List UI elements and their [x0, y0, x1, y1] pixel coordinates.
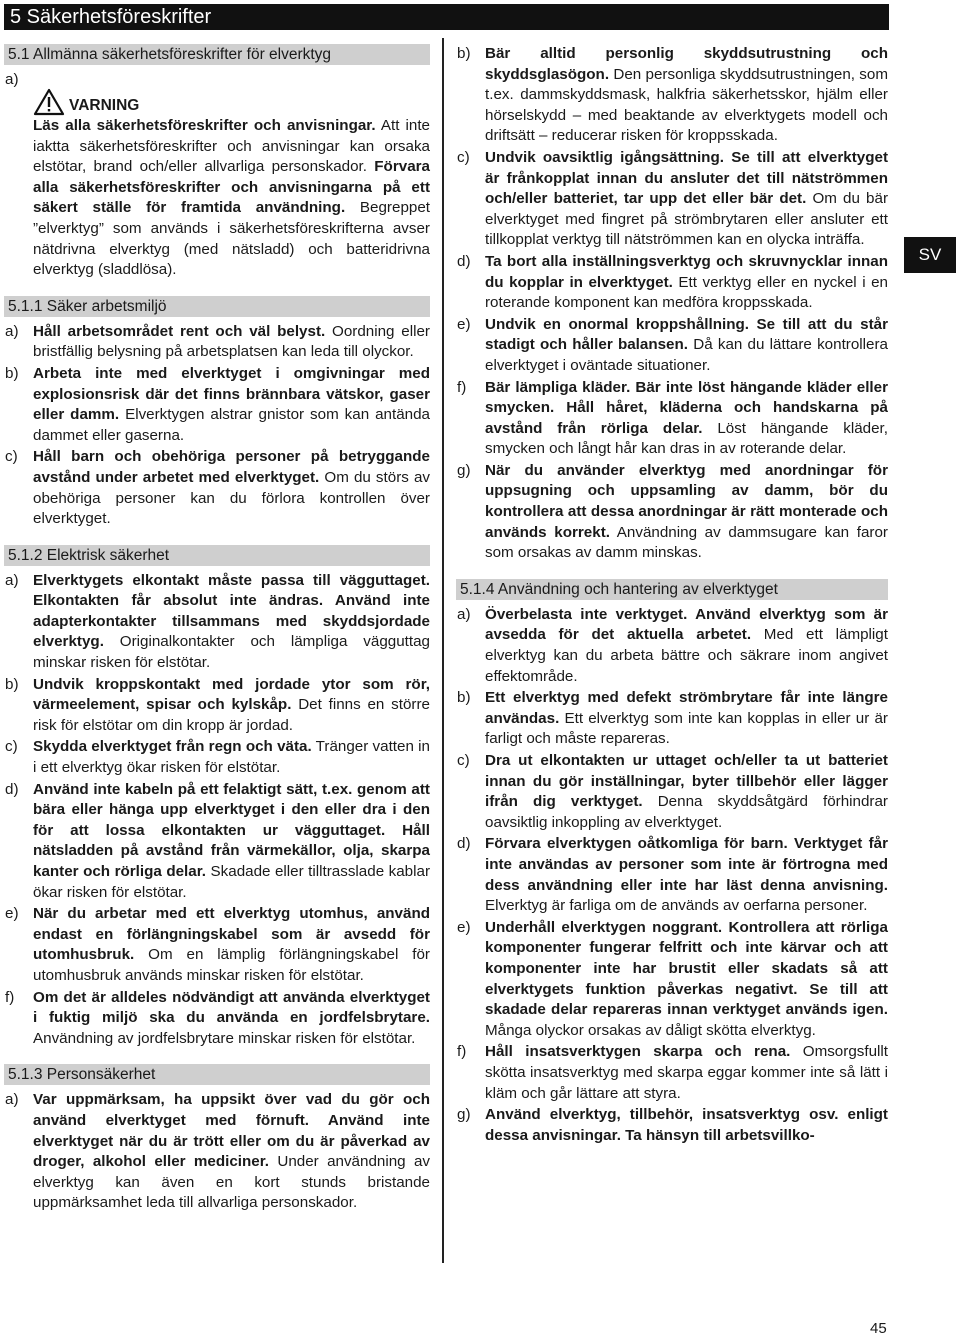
language-tab: SV [904, 237, 956, 273]
item-label: d) [457, 252, 471, 270]
item-normal-text: Då kan du lättare kontrollera elverktyget i oväntade situationer. [485, 336, 888, 374]
section-title-5-1-4: 5.1.4 Användning och hantering av elverktyget [456, 579, 888, 600]
list-item [456, 378, 888, 460]
item-normal-text: Löst hängande kläder, smycken och långt hår kan dras in av roterande delar. [485, 419, 888, 458]
item-label: f) [457, 378, 467, 396]
item-normal-text: Under användning av elverktyg kan även en kort stunds bristande uppmärksamhet leda till allvarliga personskador. [33, 1153, 430, 1212]
page-number: 45 [870, 1320, 887, 1337]
item-normal-text: Användning av dammsugare kan faror som orsakas av damm minskas. [485, 523, 888, 562]
item-text [33, 364, 430, 446]
list-item [4, 675, 430, 737]
item-text [485, 751, 888, 833]
warning-text-1: Att inte iaktta säkerhetsföreskrifter och anvisningar kan orsaka elstötar, brand och/eller allvarliga personskador. [33, 117, 430, 176]
list-5-1-3 [4, 1090, 430, 1214]
item-text [485, 461, 888, 564]
item-bold-text: Håll barn och obehöriga personer på betryggande avstånd under arbetet med elverktyget. [33, 448, 430, 486]
warning-bold-1: Läs alla säkerhetsföreskrifter och anvisningar. [33, 117, 376, 134]
warning-triangle-icon [33, 88, 65, 116]
list-item [4, 322, 430, 363]
item-label: e) [457, 315, 471, 333]
item-label: b) [457, 45, 471, 62]
item-label: c) [457, 752, 470, 769]
item-text [485, 148, 888, 251]
item-text [485, 605, 888, 687]
list-5-1-3-continued [456, 44, 888, 564]
item-label: e) [457, 918, 471, 936]
item-normal-text: Ett elverktyg som inte kan kopplas in eller ur är farligt och måste repareras. [485, 709, 888, 748]
item-bold-text: Undvik en onormal kroppshållning. Se till att du står stadigt och håller balansen. [485, 315, 888, 354]
warning-bold-2: Förvara alla säkerhetsföreskrifter och anvisningarna på ett säkert ställe för framtida användning. [33, 158, 430, 217]
warning-text-2: Begreppet ”elverktyg” som används i säkerhetsföreskrifterna avser nätdrivna elverktyg (med nätsladd) och batteridrivna elverktyg (sladdlösa). [33, 199, 430, 279]
item-bold-text: Ett elverktyg med defekt strömbrytare får inte längre användas. [485, 689, 888, 727]
item-bold-text: Använd elverktyg, tillbehör, insatsverktyg osv. enligt dessa anvisningar. Ta hänsyn till arbetsvillko- [485, 1106, 888, 1144]
item-label: c) [5, 738, 18, 756]
item-text [33, 737, 430, 778]
item-normal-text: Originalkontakter och lämpliga vägguttag minskar risken för elstötar. [33, 633, 430, 672]
item-text [33, 571, 430, 674]
item-text [33, 780, 430, 904]
item-normal-text: Tränger vatten in i ett elverktyg ökar risken för elstötar. [33, 738, 430, 777]
item-bold-text: Undvik kroppskontakt med jordade ytor som rör, värmeelement, spisar och kylskåp. [33, 675, 430, 714]
list-5-1-4 [456, 605, 888, 1146]
list-item [4, 1090, 430, 1214]
list-item [456, 1105, 888, 1146]
item-normal-text: Oordning eller bristfällig belysning på arbetsplatsen kan leda till olyckor. [33, 322, 430, 361]
list-item [456, 918, 888, 1042]
left-column [4, 44, 430, 1215]
item-normal-text: Skadade eller tilltrasslade kablar ökar risken för elstötar. [33, 863, 431, 901]
item-bold-text: Bär alltid personlig skyddsutrustning och skyddsglasögon. [485, 45, 888, 83]
item-normal-text: Med ett lämpligt elverktyg kan du arbeta bättre och säkrare inom angivet effektområde. [485, 626, 888, 685]
right-column [456, 44, 888, 1147]
item-bold-text: När du arbetar med ett elverktyg utomhus, använd endast en förlängningskabel som är avsedd för utomhusbruk. [33, 905, 430, 964]
item-label: b) [5, 364, 19, 382]
item-normal-text: Om en lämplig förlängningskabel för utomhusbruk används minskar risken för elstötar. [33, 946, 430, 984]
list-item [4, 737, 430, 778]
item-label: f) [457, 1043, 467, 1061]
item-text [485, 252, 888, 314]
item-label: c) [5, 448, 18, 466]
item-text [33, 675, 430, 737]
item-bold-text: Använd inte kabeln på ett felaktigt sätt, t.ex. genom att bära eller hänga upp elverktyget i den eller dra i den för att lossa elkontakten ur vägguttaget. Håll nätsladden på avstånd från värmekällor, olja, skarpa kanter och rörliga delar. [33, 780, 430, 880]
item-label: a) [5, 571, 19, 589]
item-label: g) [457, 461, 471, 479]
item-text [485, 378, 888, 460]
item-bold-text: Skydda elverktyget från regn och väta. [33, 738, 312, 756]
section-title-5-1-3: 5.1.3 Personsäkerhet [4, 1064, 430, 1085]
item-text [485, 44, 888, 147]
item-text [485, 1105, 888, 1146]
item-label: e) [5, 905, 19, 923]
item-text [33, 447, 430, 529]
item-text [33, 322, 430, 363]
item-bold-text: Underhåll elverktygen noggrant. Kontrollera att rörliga komponenter fungerar felfritt och inte kärvar och att komponenter inte har brustit eller skadats så att elverktygets funktion påverkas negativt. Se till att skadade delar repareras innan verktyget används igen. [485, 918, 888, 1019]
list-item [4, 904, 430, 986]
section-title-5-1: 5.1 Allmänna säkerhetsföreskrifter för elverktyg [4, 44, 430, 65]
item-normal-text: Elverktyg är farliga om de används av oerfarna personer. [485, 897, 868, 915]
item-text [485, 918, 888, 1042]
item-normal-text: Ett verktyg eller en nyckel i en roterande komponent kan medföra kroppsskada. [485, 273, 888, 312]
item-normal-text: Användning av jordfelsbrytare minskar risken för elstötar. [33, 1029, 416, 1047]
item-label: c) [457, 148, 470, 166]
item-text [33, 904, 430, 986]
list-item [456, 688, 888, 750]
list-item [4, 364, 430, 446]
item-label: f) [5, 988, 15, 1006]
list-item [4, 447, 430, 529]
item-normal-text: Många olyckor orsakas av dåligt skötta elverktyg. [485, 1021, 816, 1039]
item-bold-text: Elverktygets elkontakt måste passa till vägguttaget. Elkontakten får absolut inte ändras. Använd inte adapterkontakter tillsammans med skyddsjordade elverktyg. [33, 571, 430, 651]
item-bold-text: Håll insatsverktygen skarpa och rena. [485, 1043, 791, 1061]
item-bold-text: Förvara elverktygen oåtkomliga för barn. Verktyget får inte användas av personer som inte är förtrogna med dess användning eller inte har läst denna anvisning. [485, 835, 888, 894]
item-normal-text: Omsorgsfullt skötta insatsverktyg med skarpa eggar kommer inte så lätt i kläm och går lättare att styra. [485, 1043, 888, 1102]
list-item [4, 571, 430, 674]
item-text [485, 315, 888, 377]
item-text [485, 834, 888, 916]
item-bold-text: Undvik oavsiktlig igångsättning. Se till att elverktyget är frånkopplat innan du ansluter det till nätströmmen och/eller batteriet, tar upp det eller bär det. [485, 148, 888, 208]
list-item [456, 1042, 888, 1104]
item-text [485, 1042, 888, 1104]
chapter-title: 5 Säkerhetsföreskrifter [4, 4, 889, 30]
list-item [456, 751, 888, 833]
item-label: b) [5, 675, 19, 693]
column-divider [442, 38, 444, 1263]
item-normal-text: Om du störs av obehöriga personer kan du förlora kontrollen över elverktyget. [33, 468, 430, 528]
item-label: a) [457, 605, 471, 623]
item-normal-text: Elverktygen alstrar gnistor som kan antända dammet eller gaserna. [33, 406, 430, 444]
item-text [33, 1090, 430, 1214]
item-label: a) [5, 1091, 19, 1109]
list-item [456, 461, 888, 564]
item-text [485, 688, 888, 750]
list-item [456, 44, 888, 147]
item-label: d) [457, 835, 471, 853]
list-5-1-1 [4, 322, 430, 530]
item-normal-text: Denna skyddsåtgärd förhindrar oavsiktlig inkoppling av elverktyget. [485, 793, 888, 831]
item-bold-text: Arbeta inte med elverktyget i omgivningar med explosionsrisk där det finns brännbara vätskor, gaser eller damm. [33, 364, 430, 424]
item-label: a) [5, 322, 19, 340]
item-bold-text: Håll arbetsområdet rent och väl belyst. [33, 322, 326, 340]
item-label: d) [5, 780, 19, 798]
item-bold-text: Dra ut elkontakten ur uttaget och/eller ta ut batteriet innan du gör inställningar, byter tillbehör eller lägger ifrån dig verktyget. [485, 752, 888, 811]
list-item [4, 780, 430, 904]
item-text [33, 988, 430, 1050]
list-item [456, 315, 888, 377]
item-label: g) [457, 1106, 471, 1124]
warning-block [4, 70, 430, 281]
list-item [456, 148, 888, 251]
item-bold-text: Ta bort alla inställningsverktyg och skruvnycklar innan du kopplar in elverktyget. [485, 252, 888, 291]
item-bold-text: Bär lämpliga kläder. Bär inte löst hängande kläder eller smycken. Håll håret, kläderna och handskarna på avstånd från rörliga delar. [485, 378, 888, 437]
item-normal-text: Om du bär elverktyget med fingret på strömbrytaren eller ansluter ett tillkopplat verktyg till nätströmmen kan en olycka inträffa. [485, 190, 889, 249]
item-normal-text: Det finns en större risk för elstötar om din kropp är jordad. [33, 696, 430, 734]
list-item [4, 988, 430, 1050]
warning-word: VARNING [69, 97, 140, 114]
item-bold-text: Överbelasta inte verktyget. Använd elverktyg som är avsedda för det aktuella arbetet. [485, 605, 888, 644]
list-item [456, 252, 888, 314]
list-item [456, 834, 888, 916]
item-bold-text: När du använder elverktyg med anordningar för uppsugning och uppsamling av damm, bör du kontrollera att dessa anordningar är rätt monterade och används korrekt. [485, 461, 888, 541]
item-label: b) [457, 689, 471, 707]
item-label: a) [5, 71, 19, 88]
section-title-5-1-1: 5.1.1 Säker arbetsmiljö [4, 296, 430, 317]
item-normal-text: Den personliga skyddsutrustningen, som t.ex. dammskyddsmask, halkfria säkerhetsskor, hjälm eller hörselskydd – med beaktande av elverktygets modell och driftsätt – reducerar risken för kroppsskada. [485, 65, 888, 145]
item-bold-text: Om det är alldeles nödvändigt att använda elverktyget i fuktig miljö ska du använda en jordfelsbrytare. [33, 988, 430, 1027]
item-bold-text: Var uppmärksam, ha uppsikt över vad du gör och använd elverktyget med förnuft. Använd inte elverktyget när du är trött eller om du är påverkad av droger, alkohol eller mediciner. [33, 1091, 430, 1171]
list-item [456, 605, 888, 687]
section-title-5-1-2: 5.1.2 Elektrisk säkerhet [4, 545, 430, 566]
list-5-1-2 [4, 571, 430, 1050]
